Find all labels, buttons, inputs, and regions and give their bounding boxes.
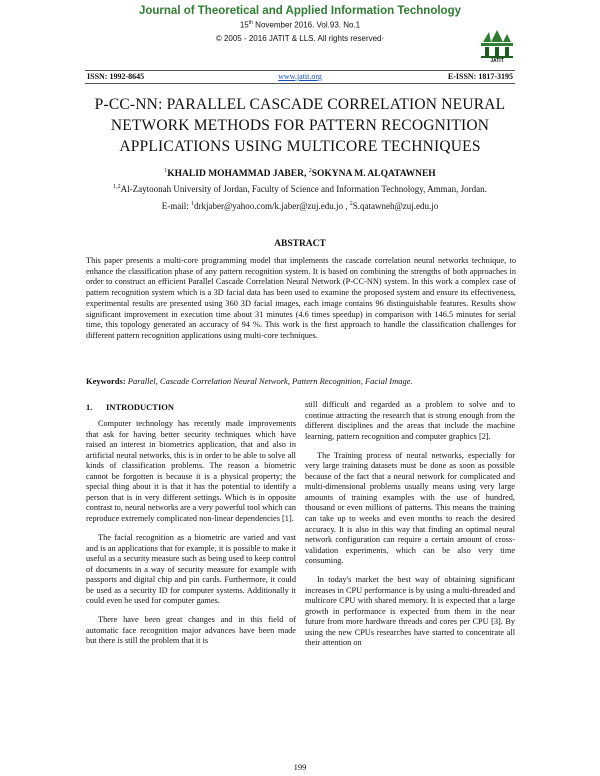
e-issn: E-ISSN: 1817-3195: [447, 72, 513, 81]
abstract-text: This paper presents a multi-core programming model that implements the cascade correlation neural networks technique, to enhance the classification phase of any pattern recognition system. It is based on combining the strengths of both approaches in order to construct an efficient Parallel Cascade Correlation Neural Network (P-CC-NN) system. In this work a complex case of pattern recognition system which is a 3D facial data has been used to examine the proposed system and ensure its effectiveness, experimental results are presented using 360 3D facial images, each image contains 96 distinguishable features. Results show significant improvement in execution time about 31 minutes (4.6 times speedup) in comparison with 146.5 minutes for serial time, this topology generated an accuracy of 94 %. This work is the first approach to handle the classification challenges for different pattern recognition applications using multi-core techniques.: [86, 256, 516, 340]
affiliation-marker: 1,2: [113, 184, 121, 190]
paragraph: There have been great changes and in this field of automatic face recognition major advances have been made but there is still the problem that it is: [86, 615, 296, 646]
affiliation-text: Al-Zaytoonah University of Jordan, Faculty of Science and Information Technology, Amman, Jordan.: [120, 184, 487, 194]
section-title: INTRODUCTION: [106, 402, 175, 412]
journal-url-link[interactable]: www.jatit.org: [278, 72, 322, 81]
email-label: E-mail:: [161, 201, 191, 211]
paragraph: still difficult and regarded as a problem to solve and to continue attracting the research that is strong enough from the different disciplines and the areas that include the machine learning, pattern recognition and computer graphics [2].: [305, 400, 515, 441]
email1: drkjaber@yahoo.com/k.jaber@zuj.edu.jo ,: [193, 201, 350, 211]
left-column: [86, 419, 296, 655]
affiliation: [70, 184, 530, 194]
author2-name: SOKYNA M. ALQATAWNEH: [311, 169, 436, 180]
right-column: [305, 400, 515, 658]
issn: ISSN: 1992-8645: [87, 72, 145, 81]
paragraph: In today's market the best way of obtaining significant increases in CPU performance is by using a multi-threaded and multicore CPU with shared memory. It is expected that a large growth in performance is expected from them in the near future from more hardware threads and cores per CPU [3]. By using the new CPUs researches have started to concentrate all their attention on: [305, 575, 515, 648]
authors: [90, 168, 510, 179]
abstract-heading: ABSTRACT: [274, 239, 326, 249]
keywords-label: Keywords:: [86, 376, 126, 386]
issue-info: [100, 20, 500, 30]
copyright-line: © 2005 - 2016 JATIT & LLS. All rights reserved·: [215, 34, 385, 43]
issue-day-suffix: th: [248, 20, 253, 26]
author2-marker: 2: [308, 168, 312, 174]
paper-title: P-CC-NN: PARALLEL CASCADE CORRELATION NEURAL NETWORK METHODS FOR PATTERN RECOGNITION APPLICATIONS USING MULTICORE TECHNIQUES: [94, 96, 506, 155]
author1-marker: 1: [164, 168, 168, 174]
email1-marker: 1: [190, 201, 194, 207]
paragraph: The Training process of neural networks, especially for very large training datasets must be done as soon as possible because of the fact that a neural network for complicated and multi-dimensional problems usually means using very large amounts of training examples with the use of hundred, thousand or even millions of patterns. This means the training can take up to weeks and even months to reach the desired accuracy. It is also in this way that finding an optimal neural network configuration can require a certain amount of cross-validation experiments, which can be also very time consuming.: [305, 450, 515, 566]
paragraph: Computer technology has recently made improvements that ask for having better security techniques which have raised an interest in biometrics application, that and also in artificial neural networks, this is in order to be able to solve all kinds of classification problems. The reason a biometric cannot be forgotten is because it is a physical property; the special thing about it is that it has the potential to identify a person that is in very different settings. Which is in opposite contrast to, neural networks are a very powerful tool which can reproduce extremely complicated non-linear dependencies [1].: [86, 419, 296, 523]
email2: S.qatawneh@zuj.edu.jo: [352, 201, 439, 211]
section-heading: [86, 402, 174, 412]
keywords: [86, 376, 516, 386]
paragraph: The facial recognition as a biometric are varied and vast and is an applications that for example, it is possible to make it useful as a security measure such as being used to keep control of documents in a way of security measure for example with passports and digital chip and pin cards. Furthermore, it could be used as a security ID for computer systems. Additionally it could even be used for computer games.: [86, 532, 296, 606]
email-line: [70, 201, 530, 211]
keywords-text: Parallel, Cascade Correlation Neural Network, Pattern Recognition, Facial Image.: [125, 376, 413, 386]
author1-name: KHALID MOHAMMAD JABER,: [167, 169, 309, 180]
logo-label: JATIT: [490, 58, 504, 64]
email2-marker: 2: [349, 201, 353, 207]
page-number: 199: [293, 762, 307, 772]
issue-volume: November 2016. Vol.93. No.1: [255, 20, 361, 30]
journal-title: Journal of Theoretical and Applied Information Technology: [138, 5, 462, 17]
section-number: 1.: [86, 402, 93, 412]
jatit-logo-icon: [479, 30, 515, 60]
issue-day: 15: [239, 20, 249, 30]
issn-bar: [85, 70, 515, 84]
